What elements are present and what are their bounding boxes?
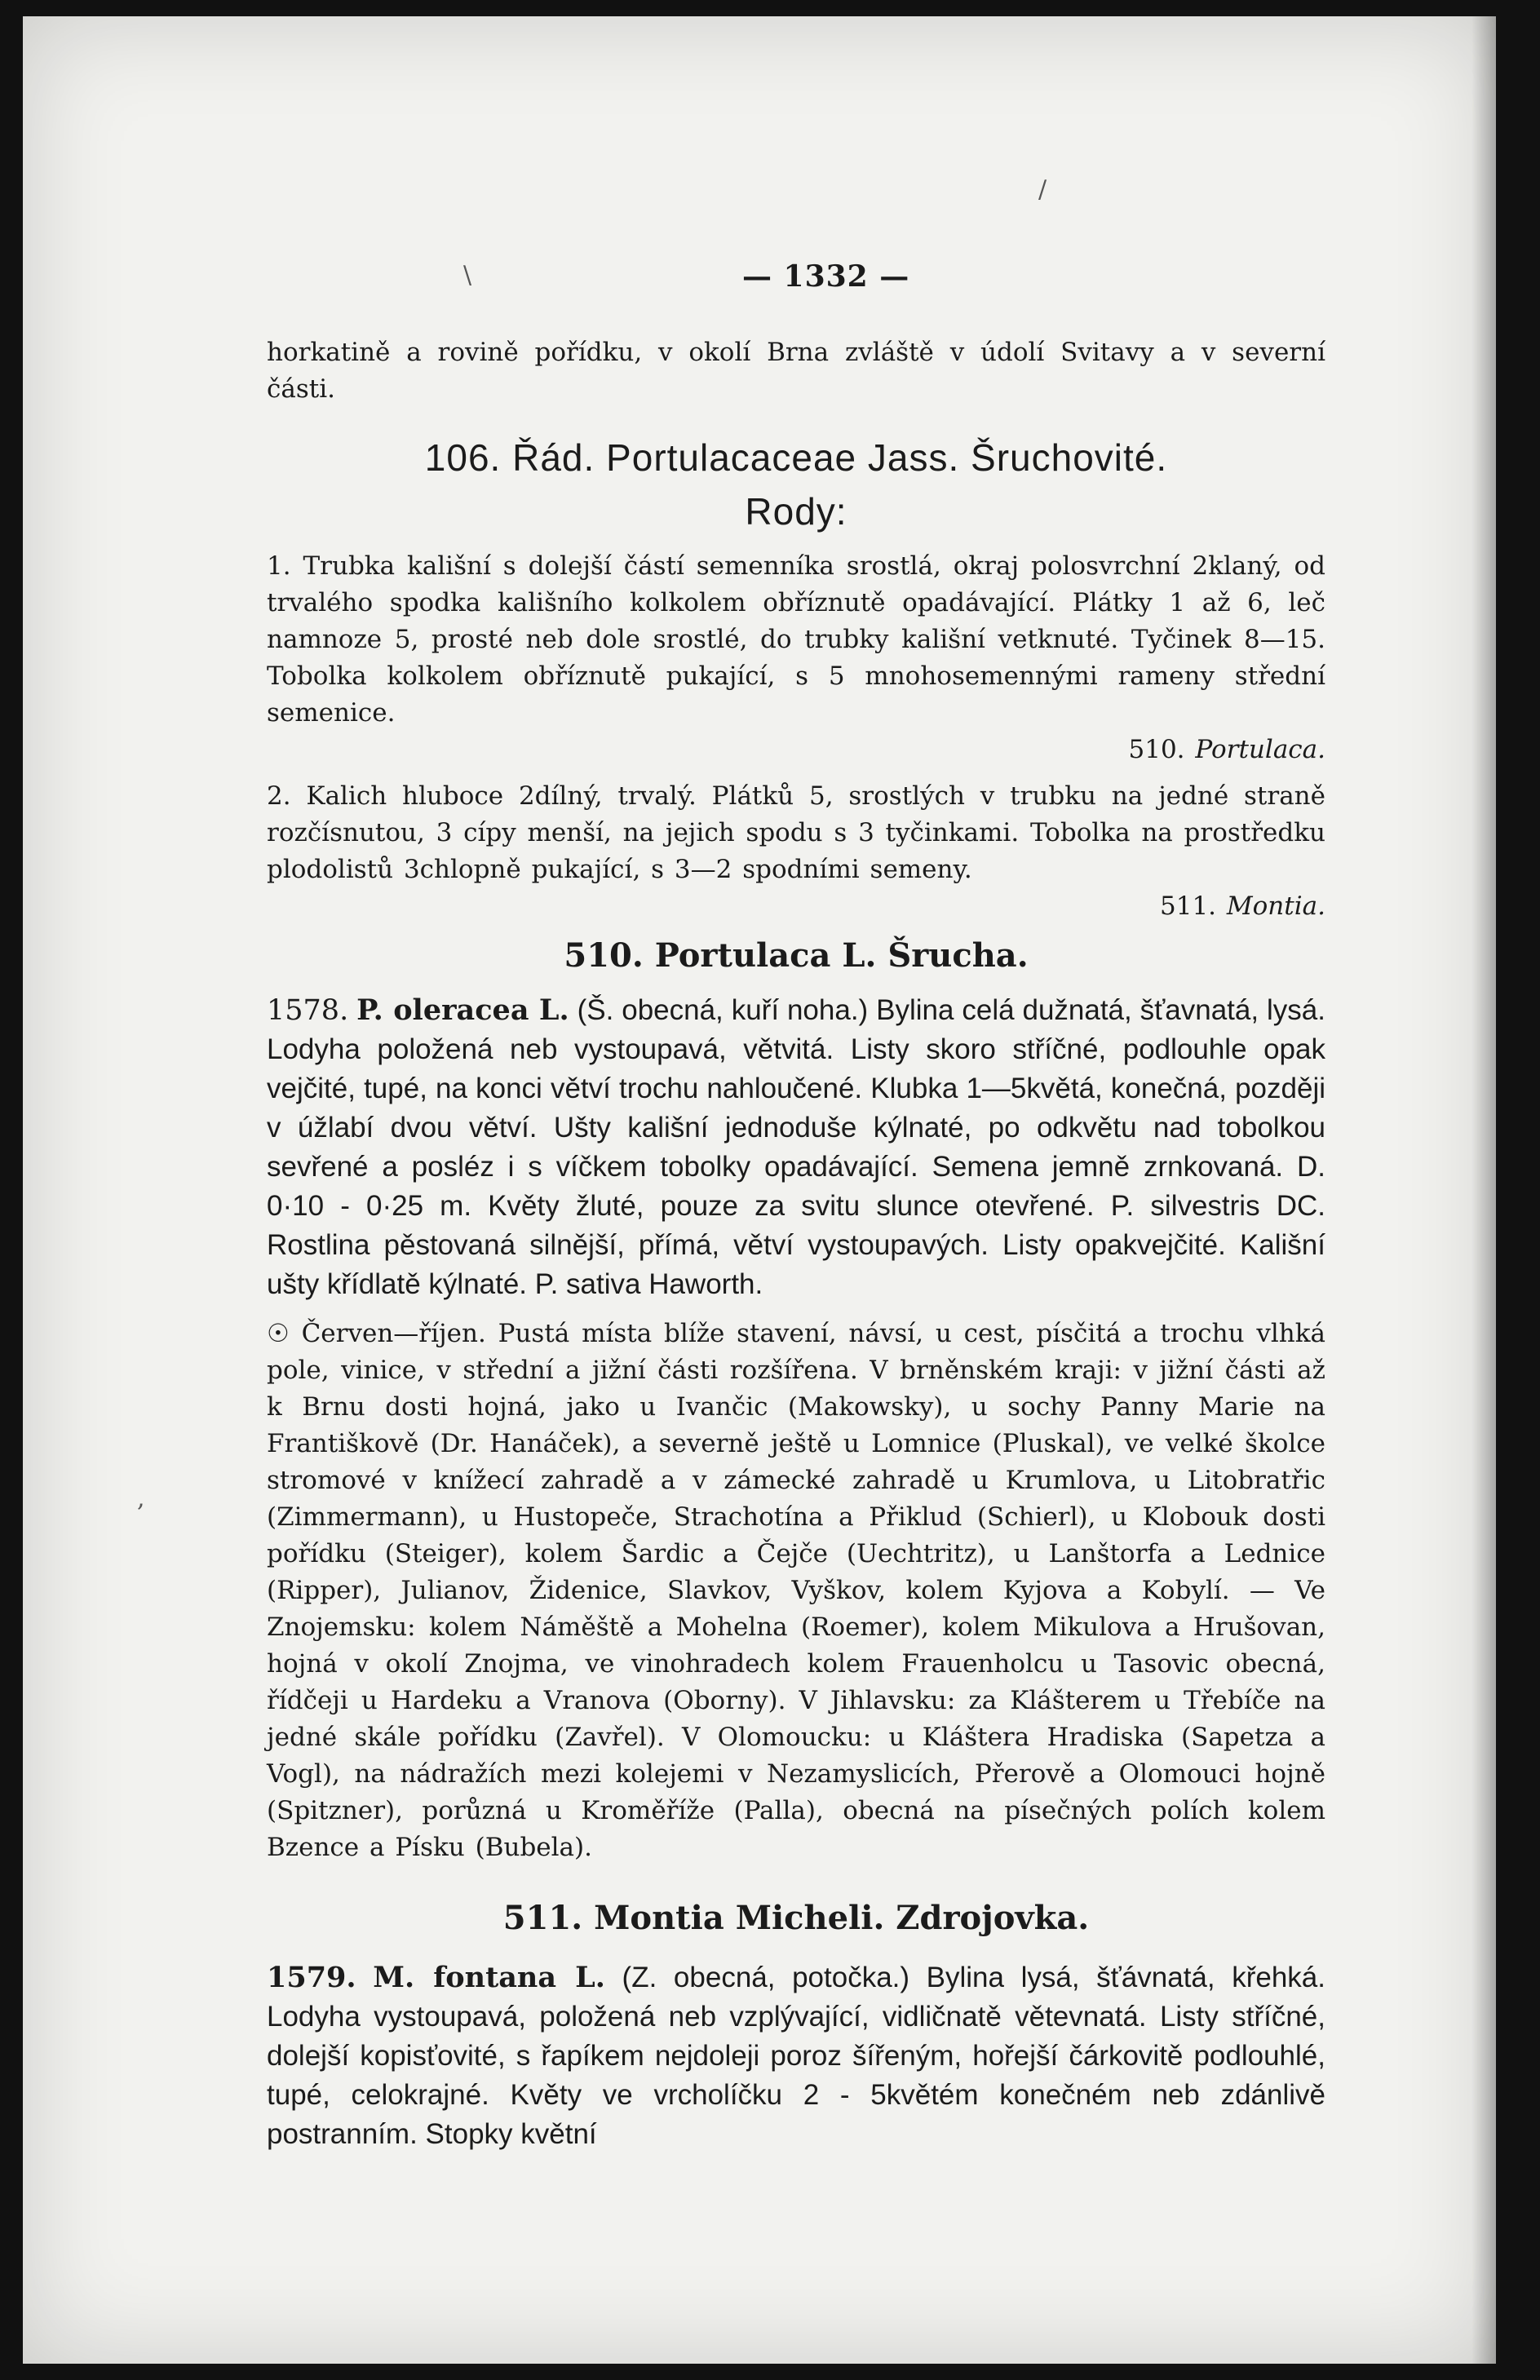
stray-mark: , — [137, 1484, 145, 1513]
species-number: 1578. — [267, 994, 349, 1027]
species-number: 1579. — [267, 1961, 356, 1994]
genus-key — [267, 548, 1325, 925]
key-entry-1: 1. Trubka kališní s dolejší částí semenníka srostlá, okraj polosvrchní 2klaný, od trvalého spodka kališního kolkolem obříznutě opadávající. Plátky 1 až 6, leč namnoze 5, prosté neb dole srostlé, do trubky kališní vetknuté. Tyčinek 8—15. Tobolka kolkolem obříznutě pukající, s 5 mnohosemennými rameny střední semenice. — [267, 551, 1325, 728]
stray-mark: / — [1038, 175, 1047, 204]
species-description: (Š. obecná, kuří noha.) Bylina celá dužnatá, šťavnatá, lysá. Lodyha položená neb vystoupavá, větvitá. Listy skoro stříčné, podlouhle opak vejčité, tupé, na konci větví trochu nahloučené. Klubka 1—5květá, konečná, později v úžlabí dvou větví. Ušty kališní jednoduše kýlnaté, po odkvětu nad tobolkou sevřené a posléz i s víčkem tobolky opadávající. Semena jemně zrnkovaná. D. 0·10 - 0·25 m. Květy žluté, pouze za svitu slunce otevřené. P. silvestris DC. Rostlina pěstovaná silnější, přímá, větví vystoupavých. Listy opakvejčité. Kališní ušty křídlatě kýlnaté. P. sativa Haworth. — [267, 994, 1325, 1300]
order-number: 106. — [424, 436, 502, 479]
species-1578 — [267, 991, 1325, 1304]
species-1579 — [267, 1958, 1325, 2154]
key-ref-number: 511. — [1160, 891, 1217, 921]
key-ref-genus: Montia. — [1226, 891, 1325, 921]
species-name: P. oleracea L. — [356, 993, 569, 1027]
key-ref-number: 510. — [1128, 735, 1185, 764]
key-ref-genus: Portulaca. — [1195, 735, 1325, 764]
species-name: M. fontana L. — [373, 1961, 605, 1994]
genus-heading-portulaca: 510. Portulaca L. Šrucha. — [564, 936, 1029, 975]
species-1578-distribution: ☉ Červen—říjen. Pustá místa blíže stavení, návsí, u cest, písčitá a trochu vlhká pole, vinice, v střední a jižní části rozšířena. V brněnském kraji: v jižní části až k Brnu dosti hojná, jako u Ivančic (Makowsky), u sochy Panny Marie na Františkově (Dr. Hanáček), a severně ještě u Lomnice (Pluskal), ve velké školce stromové v knížecí zahradě a v zámecké zahradě u Krumlova, u Litobratřic (Zimmermann), u Hustopeče, Strachotína a Přiklud (Schierl), u Klobouk dosti pořídku (Steiger), kolem Šardic a Čejče (Uechtritz), u Lanštorfa a Lednice (Ripper), Julianov, Židenice, Slavkov, Vyškov, kolem Kyjova a Kobylí. — Ve Znojemsku: kolem Náměště a Mohelna (Roemer), kolem Mikulova a Hrušovan, hojná v okolí Znojma, ve vinohradech kolem Frauenholcu u Tasovic obecná, řídčeji u Hardeku a Vranova (Oborny). V Jihlavsku: za Klášterem u Třebíče na jedné skále pořídku (Zavřel). V Olomoucku: u Kláštera Hradiska (Sapetza a Vogl), na nádražích mezi kolejemi v Nezamyslicích, Přerově a Olomouci hojně (Spitzner), porůzná u Kroměříže (Palla), obecná na písečných polích kolem Bzence a Písku (Bubela). — [267, 1319, 1325, 1862]
species-description: (Z. obecná, potočka.) Bylina lysá, šťávnatá, křehká. Lodyha vystoupavá, položená neb vzplývající, vidličnatě větevnatá. Listy stříčné, dolejší kopisťovité, s řapíkem nejdoleji poroz šířeným, hořejší čárkovitě podlouhlé, tupé, celokrajné. Květy ve vrcholíčku 2 - 5květém konečném neb zdánlivě postranním. Stopky květní — [267, 1962, 1325, 2150]
order-heading — [267, 436, 1325, 480]
page-spine-shadow — [1471, 16, 1496, 2364]
page-content — [267, 245, 1325, 2154]
intro-paragraph: horkatině a rovině pořídku, v okolí Brna zvláště v údolí Svitavy a v severní části. — [267, 338, 1325, 404]
key-entry-2: 2. Kalich hluboce 2dílný, trvalý. Plátků 5, srostlých v trubku na jedné straně rozčísnutou, 3 cípy menší, na jejich spodu s 3 tyčinkami. Tobolka na prostředku plodolistů 3chlopně pukající, s 3—2 spodními semeny. — [267, 781, 1325, 884]
stray-mark: \ — [463, 261, 472, 290]
genera-subheading: Rody: — [745, 490, 847, 533]
genus-heading-montia: 511. Montia Micheli. Zdrojovka. — [502, 1899, 1090, 1937]
page-number: — 1332 — — [742, 259, 910, 294]
key-entry-1-ref — [267, 732, 1325, 768]
key-entry-2-ref — [267, 888, 1325, 925]
order-title: Řád. Portulacaceae Jass. Šruchovité. — [512, 436, 1168, 479]
